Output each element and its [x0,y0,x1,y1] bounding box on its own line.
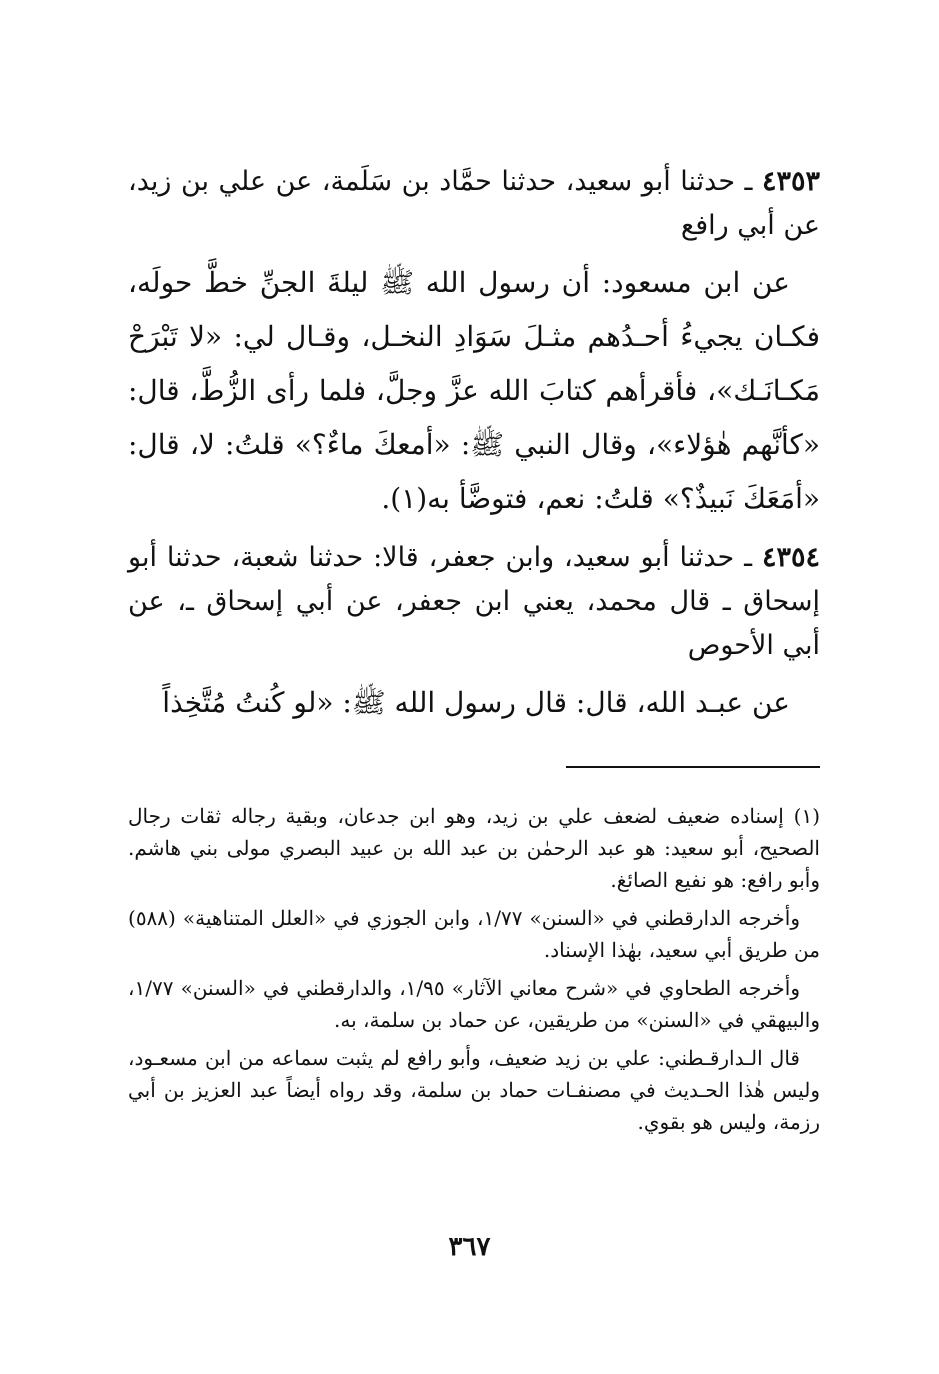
footnote-divider [566,766,820,768]
hadith-4354 [128,536,820,730]
hadith-number: ٤٣٥٤ [761,542,820,573]
footnote-1: (١) إسناده ضعيف لضعف علي بن زيد، وهو ابن جدعان، وبقية رجاله ثقات رجال الصحيح، أبو سعيد: هو عبد الرحمٰن بن عبد الله بن عبيد البصري مولى بني هاشم. وأبو رافع: هو نفيع الصائغ. [128,804,820,892]
hadith-number: ٤٣٥٣ [761,166,820,197]
footnotes [128,800,820,1144]
isnad [128,536,820,668]
matn: عن ابن مسعود: أن رسول الله ﷺ ليلةَ الجنِّ خطَّ حولَه، فكـان يجيءُ أحـدُهم مثـلَ سَوَادِ النخـل، وقـال لي: «لا تَبْرَحْ مَكـانَـك»، فأقرأهم كتابَ الله عزَّ وجلَّ، فلما رأى الزُّطَّ، قال: «كأنَّهم هٰؤلاء»، وقال النبي ﷺ: «أمعكَ ماءٌ؟» قلتُ: لا، قال: «أمَعَكَ نَبيذٌ؟» قلتُ: نعم، فتوضَّأ به(١). [128,266,820,515]
isnad-text: ـ حدثنا أبو سعيد، وابن جعفر، قالا: حدثنا شعبة، حدثنا أبو إسحاق ـ قال محمد، يعني ابن جعفر، عن أبي إسحاق ـ، عن أبي الأحوص [128,542,820,661]
isnad-text: ـ حدثنا أبو سعيد، حدثنا حمَّاد بن سَلَمة، عن علي بن زيد، عن أبي رافع [128,166,820,241]
footnote-paragraph: قال الـدارقـطني: علي بن زيد ضعيف، وأبو رافع لم يثبت سماعه من ابن مسعـود، وليس هٰذا الحـديث في مصنفـات حماد بن سلمة، وقد رواه أيضاً عبد العزيز بن أبي رزمة، وليس هو بقوي. [128,1046,820,1134]
page-number: ٣٦٧ [448,1232,491,1262]
isnad [128,160,820,248]
footnote-paragraph: وأخرجه الطحاوي في «شرح معاني الآثار» ١/٩٥، والدارقطني في «السنن» ١/٧٧، والبيهقي في «السنن» من طريقين، عن حماد بن سلمة، به. [128,976,820,1032]
hadith-4353 [128,160,820,526]
matn: عن عبـد الله، قال: قال رسول الله ﷺ: «لو كُنتُ مُتَّخِذاً [162,686,790,719]
main-text [128,160,820,740]
footnote-paragraph: وأخرجه الدارقطني في «السنن» ١/٧٧، وابن الجوزي في «العلل المتناهية» (٥٨٨) من طريق أبي سعيد، بهٰذا الإسناد. [128,906,820,962]
